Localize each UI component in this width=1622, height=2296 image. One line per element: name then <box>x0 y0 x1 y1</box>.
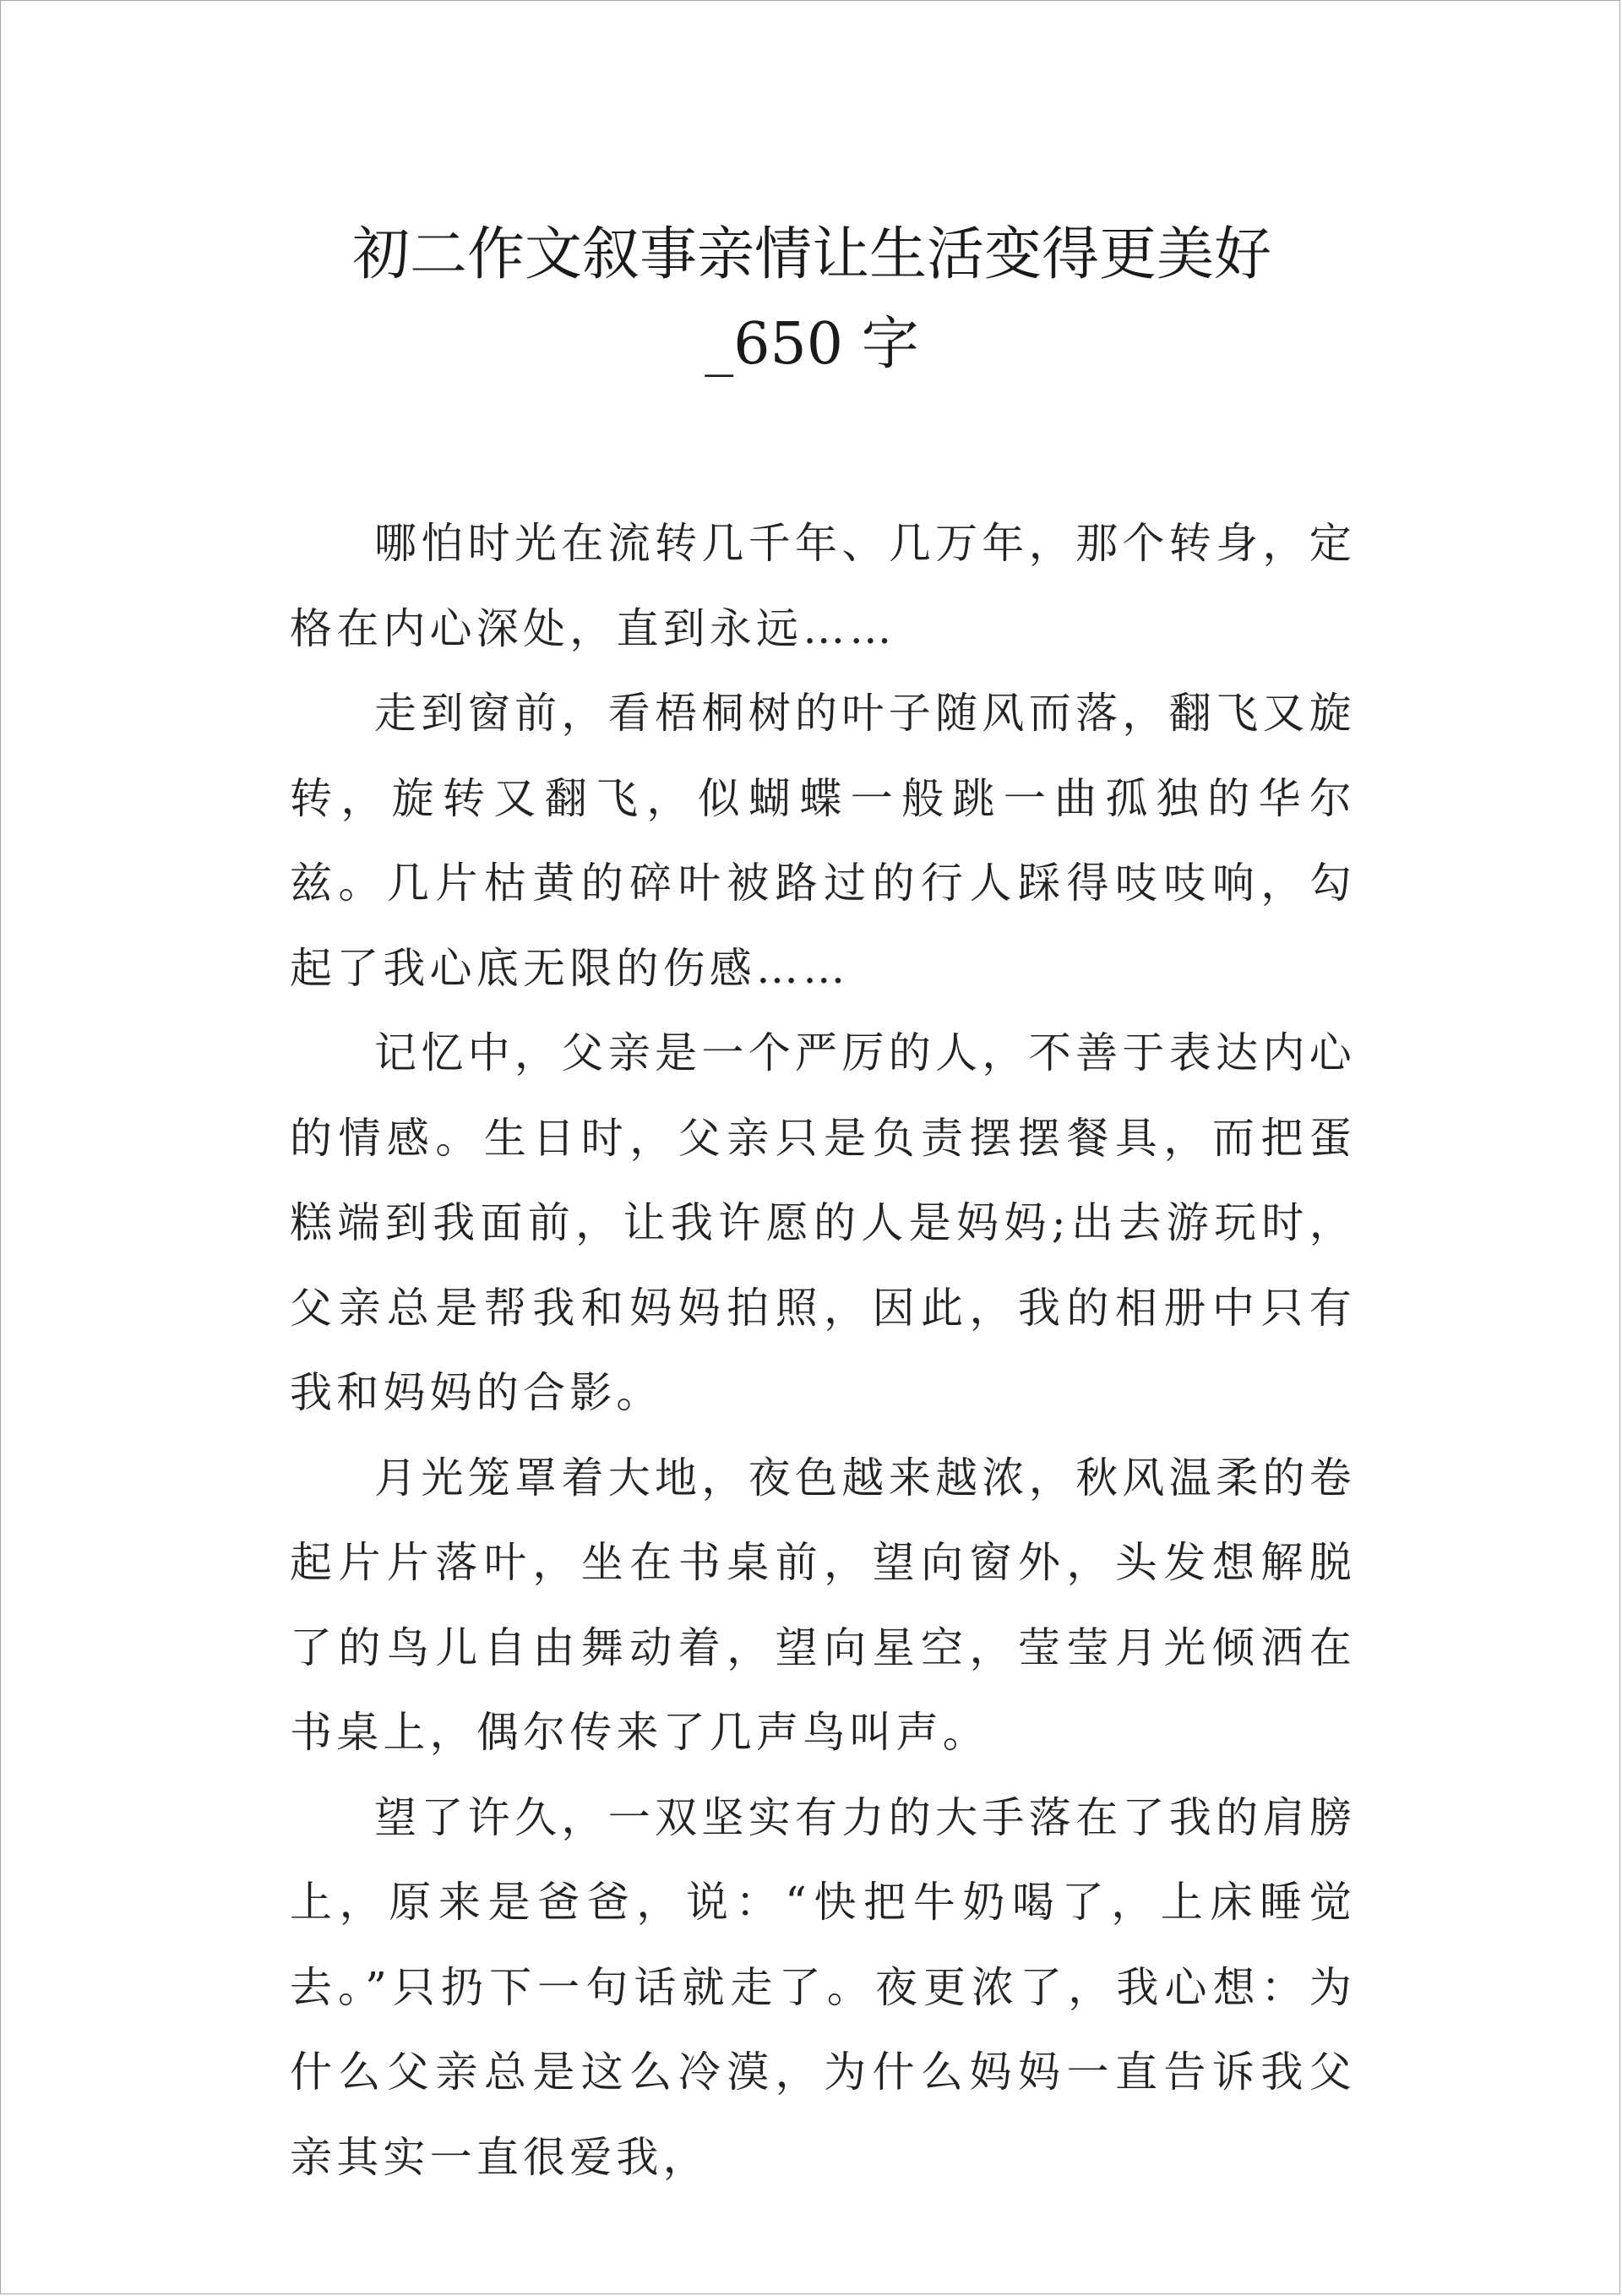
document-body <box>290 501 1356 2200</box>
paragraph-3: 记忆中，父亲是一个严厉的人，不善于表达内心的情感。生日时，父亲只是负责摆摆餐具，而把蛋糕端到我面前，让我许愿的人是妈妈;出去游玩时，父亲总是帮我和妈妈拍照，因此，我的相册中只有我和妈妈的合影。 <box>290 1028 1356 1417</box>
paragraph-5: 望了许久，一双坚实有力的大手落在了我的肩膀上，原来是爸爸，说：“快把牛奶喝了，上床睡觉去。”只扔下一句话就走了。夜更浓了，我心想：为什么父亲总是这么冷漠，为什么妈妈一直告诉我父亲其实一直很爱我， <box>290 1792 1356 2182</box>
paragraph-1: 哪怕时光在流转几千年、几万年，那个转身，定格在内心深处，直到永远…… <box>290 519 1356 653</box>
document-title <box>290 210 1334 390</box>
title-line-2: _650 字 <box>705 311 919 378</box>
paragraph-2: 走到窗前，看梧桐树的叶子随风而落，翻飞又旋转，旋转又翻飞，似蝴蝶一般跳一曲孤独的华尔兹。几片枯黄的碎叶被路过的行人踩得吱吱响，勾起了我心底无限的伤感…… <box>290 689 1356 993</box>
paragraph-4: 月光笼罩着大地，夜色越来越浓，秋风温柔的卷起片片落叶，坐在书桌前，望向窗外，头发想解脱了的鸟儿自由舞动着，望向星空，莹莹月光倾洒在书桌上，偶尔传来了几声鸟叫声。 <box>290 1453 1356 1757</box>
title-line-1: 初二作文叙事亲情让生活变得更美好 <box>351 221 1271 288</box>
